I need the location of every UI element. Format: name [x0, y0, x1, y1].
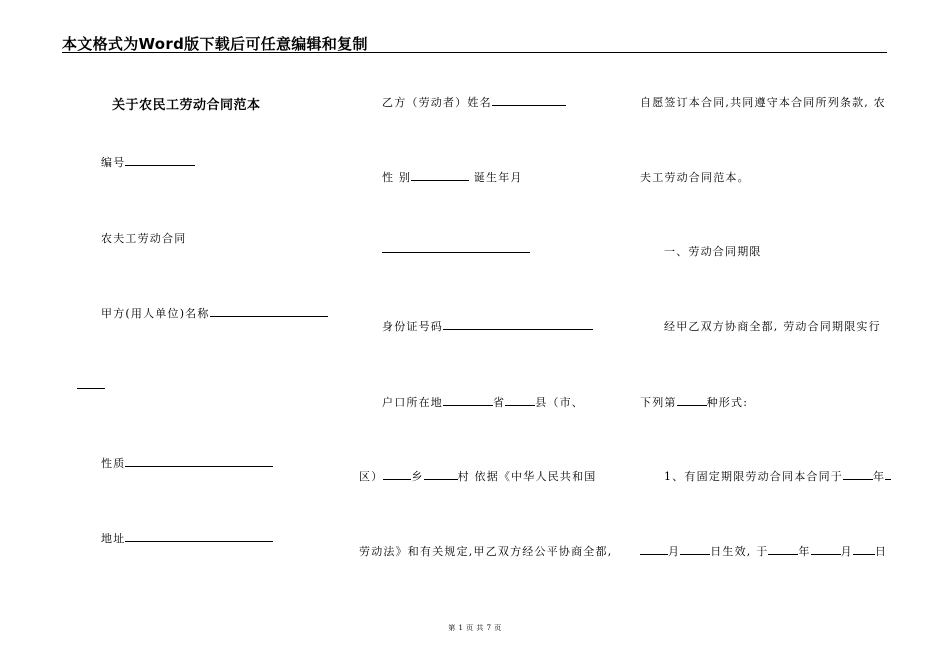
- id-blank: [443, 318, 593, 330]
- address-label: 地址: [101, 532, 126, 545]
- party-b-label: 乙方（劳动者）姓名: [382, 96, 492, 109]
- district-field: [359, 468, 597, 484]
- number-label: 编号: [101, 156, 126, 169]
- end-year-blank: [768, 543, 798, 555]
- document-header: 本文格式为Word版下载后可任意编辑和复制: [62, 35, 368, 53]
- id-label: 身份证号码: [382, 320, 443, 333]
- fixed-term-line: [664, 468, 891, 484]
- form-blank: [677, 394, 707, 406]
- col3-line1: 自愿签订本合同,共同遵守本合同所列条款, 农: [640, 96, 886, 109]
- start-month-blank: [640, 543, 668, 555]
- law-line: 劳动法》和有关规定,甲乙双方经公平协商全都,: [359, 545, 613, 558]
- form-line: [640, 394, 748, 410]
- party-b-blank: [492, 94, 566, 106]
- district-blank-2: [424, 468, 458, 480]
- nature-label: 性质: [101, 457, 126, 470]
- start-day-blank: [680, 543, 710, 555]
- col3-line2: 夫工劳动合同范本。: [640, 171, 750, 184]
- start-year-blank: [843, 468, 873, 480]
- nature-field: [101, 455, 273, 471]
- party-a-field: [101, 305, 328, 321]
- month-label-2: 月: [840, 545, 853, 558]
- day-label: 日: [874, 545, 888, 558]
- document-title: 关于农民工劳动合同范本: [112, 98, 261, 113]
- hukou-province: 省: [493, 396, 506, 409]
- start-month-lead-blank: [885, 468, 891, 480]
- gender-birth-field: [382, 169, 523, 185]
- number-field: [101, 154, 195, 170]
- district-blank-1: [383, 468, 411, 480]
- hukou-county: 县（市、: [535, 396, 585, 409]
- party-a-label: 甲方(用人单位)名称: [101, 307, 210, 320]
- term-line: 经甲乙双方协商全都, 劳动合同期限实行: [664, 320, 881, 333]
- form-prefix: 下列第: [640, 396, 677, 409]
- gender-blank: [411, 169, 469, 181]
- party-a-blank: [210, 305, 328, 317]
- page-footer: 第 1 页 共 7 页: [448, 624, 502, 632]
- end-day-blank: [853, 543, 875, 555]
- contract-name: 农夫工劳动合同: [101, 232, 187, 245]
- year-label-2: 年: [798, 545, 811, 558]
- date-line: [640, 543, 887, 559]
- address-field: [101, 530, 273, 546]
- district-rest: 村 依据《中华人民共和国: [457, 470, 597, 483]
- district-xiang: 乡: [411, 470, 424, 483]
- hukou-blank-1: [443, 394, 493, 406]
- header-rule: [62, 52, 887, 53]
- effective-label: 日生效, 于: [710, 545, 769, 558]
- fixed-term-label: 1、有固定期限劳动合同本合同于: [664, 470, 843, 483]
- hukou-field: [382, 394, 584, 410]
- party-b-field: [382, 94, 566, 110]
- party-a-continuation-blank: [77, 388, 105, 389]
- year-label: 年: [873, 470, 886, 483]
- hukou-prefix: 户口所在地: [382, 396, 443, 409]
- gender-label: 性 别: [382, 171, 412, 184]
- id-field: [382, 318, 593, 334]
- address-blank: [125, 530, 273, 542]
- number-blank: [125, 154, 195, 166]
- birth-continuation-blank: [382, 252, 530, 253]
- section-heading-term: 一、劳动合同期限: [664, 245, 762, 258]
- nature-blank: [125, 455, 273, 467]
- hukou-blank-2: [505, 394, 535, 406]
- birth-label: 诞生年月: [473, 171, 523, 184]
- form-suffix: 种形式:: [706, 396, 749, 409]
- month-label-1: 月: [668, 545, 681, 558]
- district-prefix: 区）: [359, 470, 384, 483]
- end-month-blank: [811, 543, 841, 555]
